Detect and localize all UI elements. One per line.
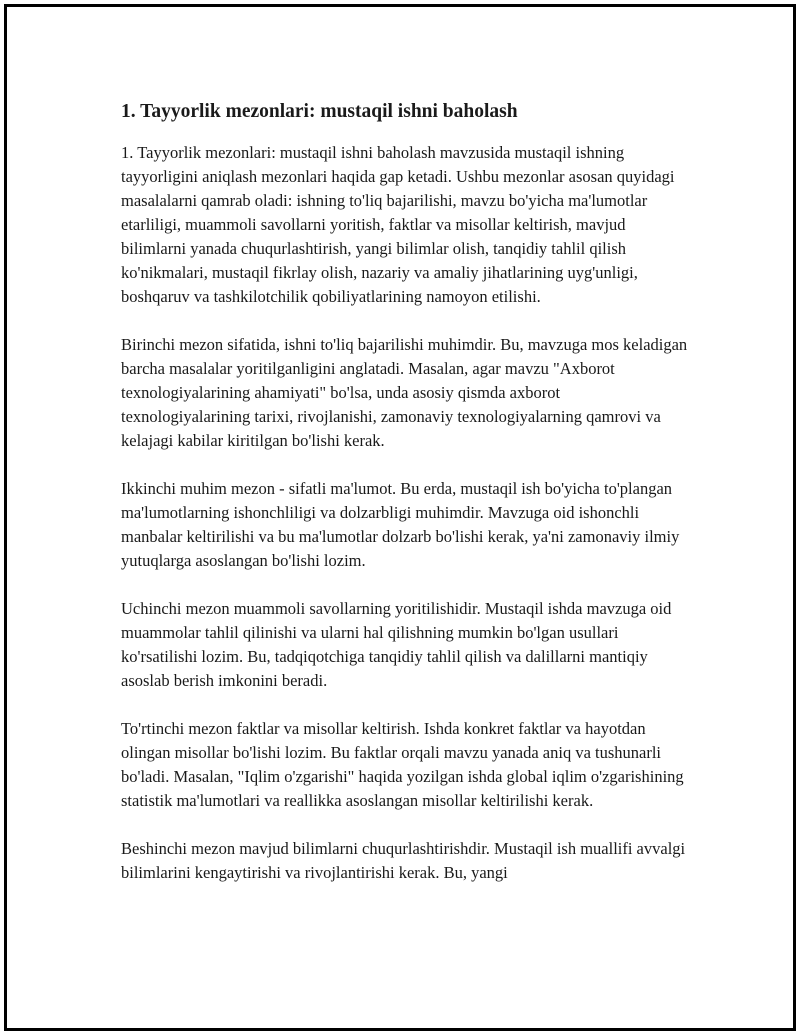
document-heading: 1. Tayyorlik mezonlari: mustaqil ishni baholash [121, 101, 518, 122]
page-border [4, 4, 796, 1031]
paragraph-third-criterion: Uchinchi mezon muammoli savollarning yoritilishidir. Mustaqil ishda mavzuga oid muammolar tahlil qilinishi va ularni hal qilishning mumkin bo'lgan usullari ko'rsatilishi lozim. Bu, tadqiqotchiga tanqidiy tahlil qilish va dalillarni mantiqiy asoslab berish imkonini beradi. [121, 599, 672, 690]
paragraph-first-criterion: Birinchi mezon sifatida, ishni to'liq bajarilishi muhimdir. Bu, mavzuga mos keladigan barcha masalalar yoritilganligini anglatadi. Masalan, agar mavzu "Axborot texnologiyalarining ahamiyati" bo'lsa, unda asosiy qismda axborot texnologiyalarining tarixi, rivojlanishi, zamonaviy texnologiyalarning qamrovi va kelajagi kabilar kiritilgan bo'lishi kerak. [121, 335, 688, 450]
paragraph-fourth-criterion: To'rtinchi mezon faktlar va misollar keltirish. Ishda konkret faktlar va hayotdan olingan misollar bo'lishi lozim. Bu faktlar orqali mavzu yanada aniq va tushunarli bo'ladi. Masalan, "Iqlim o'zgarishi" haqida yozilgan ishda global iqlim o'zgarishining statistik ma'lumotlari va reallikka asoslangan misollar keltirilishi kerak. [121, 719, 684, 810]
paragraph-fifth-criterion: Beshinchi mezon mavjud bilimlarni chuqurlashtirishdir. Mustaqil ish muallifi avvalgi bilimlarini kengaytirishi va rivojlantirishi kerak. Bu, yangi [121, 839, 686, 882]
document-body [121, 97, 693, 909]
paragraph-intro: 1. Tayyorlik mezonlari: mustaqil ishni baholash mavzusida mustaqil ishning tayyorligini aniqlash mezonlari haqida gap ketadi. Ushbu mezonlar asosan quyidagi masalalarni qamrab oladi: ishning to'liq bajarilishi, mavzu bo'yicha ma'lumotlar etarliligi, muammoli savollarni yoritish, faktlar va misollar keltirish, mavjud bilimlarni yanada chuqurlashtirish, yangi bilimlar olish, tanqidiy tahlil qilish ko'nikmalari, mustaqil fikrlay olish, nazariy va amaliy jihatlarining uyg'unligi, boshqaruv va tashkilotchilik qobiliyatlarining namoyon etilishi. [121, 143, 675, 306]
paragraph-second-criterion: Ikkinchi muhim mezon - sifatli ma'lumot. Bu erda, mustaqil ish bo'yicha to'plangan ma'lumotlarning ishonchliligi va dolzarbligi muhimdir. Mavzuga oid ishonchli manbalar keltirilishi va bu ma'lumotlar dolzarb bo'lishi kerak, ya'ni zamonaviy ilmiy yutuqlarga asoslangan bo'lishi lozim. [121, 479, 680, 570]
